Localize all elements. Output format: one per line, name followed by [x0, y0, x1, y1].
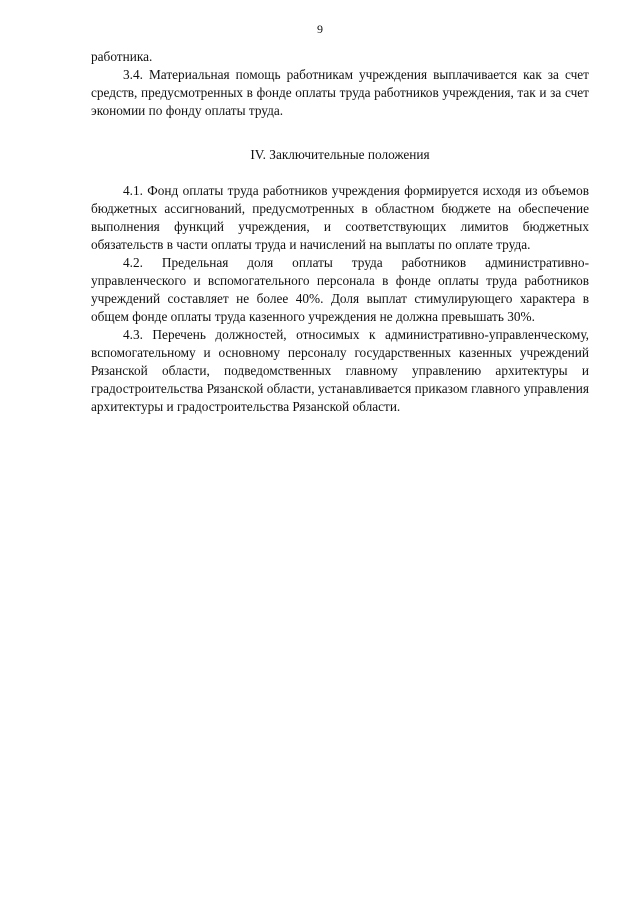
document-body — [91, 48, 589, 416]
page-number: 9 — [317, 22, 323, 36]
paragraph-3-4: 3.4. Материальная помощь работникам учреждения выплачивается как за счет средств, предусмотренных в фонде оплаты труда работников учреждения, так и за счет экономии по фонду оплаты труда. — [91, 67, 589, 118]
continuation-text: работника. — [91, 49, 153, 64]
paragraph-4-1: 4.1. Фонд оплаты труда работников учреждения формируется исходя из объемов бюджетных ассигнований, предусмотренных в областном бюджете на обеспечение выполнения функций учреждения, и соответствующих лимитов бюджетных обязательств в части оплаты труда и начислений на выплаты по оплате труда. — [91, 183, 589, 252]
section-heading: IV. Заключительные положения — [250, 147, 430, 162]
paragraph-4-3: 4.3. Перечень должностей, относимых к административно-управленческому, вспомогательному и основному персоналу государственных казенных учреждений Рязанской области, подведомственных главному управлению архитектуры и градостроительства Рязанской области, устанавливается приказом главного управления архитектуры и градостроительства Рязанской области. — [91, 327, 589, 414]
paragraph-4-2: 4.2. Предельная доля оплаты труда работников административно-управленческого и вспомогательного персонала в фонде оплаты труда работников учреждений составляет не более 40%. Доля выплат стимулирующего характера в общем фонде оплаты труда казенного учреждения не должна превышать 30%. — [91, 255, 589, 324]
